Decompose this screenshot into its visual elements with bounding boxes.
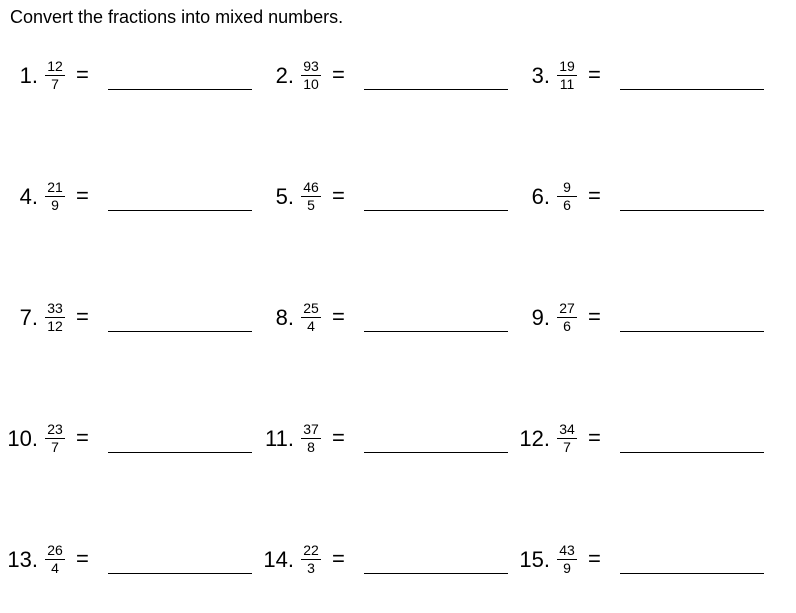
fraction bbox=[296, 180, 326, 213]
problem-6 bbox=[512, 171, 768, 221]
problem-number: 8. bbox=[275, 305, 294, 330]
fraction-denominator: 9 bbox=[563, 560, 571, 576]
answer-line[interactable] bbox=[364, 210, 508, 211]
fraction-denominator: 10 bbox=[303, 76, 319, 92]
problem-number: 7. bbox=[19, 305, 38, 330]
problem-number: 13. bbox=[7, 547, 38, 572]
problem-10 bbox=[0, 413, 256, 463]
answer-line[interactable] bbox=[364, 452, 508, 453]
fraction bbox=[552, 422, 582, 455]
fraction-numerator: 22 bbox=[303, 542, 319, 558]
answer-line[interactable] bbox=[620, 452, 764, 453]
fraction-numerator: 37 bbox=[303, 421, 319, 437]
problem-number: 11. bbox=[265, 426, 294, 451]
fraction-denominator: 7 bbox=[51, 76, 59, 92]
problem-number: 12. bbox=[519, 426, 550, 451]
answer-line[interactable] bbox=[108, 573, 252, 574]
fraction-numerator: 93 bbox=[303, 58, 319, 74]
fraction-denominator: 11 bbox=[559, 76, 575, 92]
fraction-denominator: 4 bbox=[307, 318, 315, 334]
equals-sign: = bbox=[588, 183, 601, 208]
fraction-numerator: 46 bbox=[303, 179, 319, 195]
fraction bbox=[40, 301, 70, 334]
problem-9 bbox=[512, 292, 768, 342]
fraction-numerator: 23 bbox=[47, 421, 63, 437]
fraction-denominator: 9 bbox=[51, 197, 59, 213]
fraction bbox=[552, 543, 582, 576]
fraction bbox=[40, 59, 70, 92]
fraction-denominator: 7 bbox=[563, 439, 571, 455]
problem-14 bbox=[256, 534, 512, 584]
problem-3 bbox=[512, 50, 768, 100]
equals-sign: = bbox=[332, 62, 345, 87]
fraction-numerator: 12 bbox=[47, 58, 63, 74]
answer-line[interactable] bbox=[108, 331, 252, 332]
fraction bbox=[40, 422, 70, 455]
answer-line[interactable] bbox=[620, 210, 764, 211]
problem-4 bbox=[0, 171, 256, 221]
fraction bbox=[40, 543, 70, 576]
problem-11 bbox=[256, 413, 512, 463]
fraction-numerator: 21 bbox=[47, 179, 63, 195]
problem-7 bbox=[0, 292, 256, 342]
equals-sign: = bbox=[76, 183, 89, 208]
problem-1 bbox=[0, 50, 256, 100]
fraction-denominator: 4 bbox=[51, 560, 59, 576]
fraction-denominator: 12 bbox=[47, 318, 63, 334]
answer-line[interactable] bbox=[364, 331, 508, 332]
fraction bbox=[296, 422, 326, 455]
problem-15 bbox=[512, 534, 768, 584]
answer-line[interactable] bbox=[620, 331, 764, 332]
answer-line[interactable] bbox=[108, 89, 252, 90]
fraction bbox=[296, 301, 326, 334]
fraction-numerator: 19 bbox=[559, 58, 575, 74]
fraction-numerator: 25 bbox=[303, 300, 319, 316]
problem-number: 1. bbox=[19, 63, 38, 88]
fraction bbox=[40, 180, 70, 213]
problem-number: 6. bbox=[531, 184, 550, 209]
fraction bbox=[552, 301, 582, 334]
equals-sign: = bbox=[332, 546, 345, 571]
equals-sign: = bbox=[332, 304, 345, 329]
equals-sign: = bbox=[76, 304, 89, 329]
fraction-denominator: 6 bbox=[563, 318, 571, 334]
answer-line[interactable] bbox=[620, 573, 764, 574]
equals-sign: = bbox=[588, 304, 601, 329]
fraction-numerator: 43 bbox=[559, 542, 575, 558]
problem-number: 5. bbox=[275, 184, 294, 209]
equals-sign: = bbox=[588, 546, 601, 571]
answer-line[interactable] bbox=[364, 89, 508, 90]
fraction-denominator: 7 bbox=[51, 439, 59, 455]
answer-line[interactable] bbox=[108, 452, 252, 453]
worksheet-instructions: Convert the fractions into mixed numbers. bbox=[10, 7, 344, 27]
equals-sign: = bbox=[588, 62, 601, 87]
equals-sign: = bbox=[76, 425, 89, 450]
problem-8 bbox=[256, 292, 512, 342]
problem-2 bbox=[256, 50, 512, 100]
problem-5 bbox=[256, 171, 512, 221]
equals-sign: = bbox=[332, 183, 345, 208]
fraction-denominator: 6 bbox=[563, 197, 571, 213]
problem-13 bbox=[0, 534, 256, 584]
answer-line[interactable] bbox=[364, 573, 508, 574]
equals-sign: = bbox=[76, 62, 89, 87]
fraction bbox=[296, 543, 326, 576]
fraction bbox=[296, 59, 326, 92]
answer-line[interactable] bbox=[108, 210, 252, 211]
problem-number: 14. bbox=[263, 547, 294, 572]
fraction-denominator: 8 bbox=[307, 439, 315, 455]
fraction-denominator: 5 bbox=[307, 197, 315, 213]
problem-12 bbox=[512, 413, 768, 463]
fraction-numerator: 27 bbox=[559, 300, 575, 316]
fraction-numerator: 33 bbox=[47, 300, 63, 316]
equals-sign: = bbox=[76, 546, 89, 571]
fraction-numerator: 34 bbox=[559, 421, 575, 437]
equals-sign: = bbox=[332, 425, 345, 450]
problem-number: 4. bbox=[19, 184, 38, 209]
fraction bbox=[552, 59, 582, 92]
fraction-numerator: 26 bbox=[47, 542, 63, 558]
fraction bbox=[552, 180, 582, 213]
problem-number: 3. bbox=[531, 63, 550, 88]
problem-number: 10. bbox=[7, 426, 38, 451]
problem-number: 15. bbox=[519, 547, 550, 572]
problem-number: 9. bbox=[531, 305, 550, 330]
equals-sign: = bbox=[588, 425, 601, 450]
answer-line[interactable] bbox=[620, 89, 764, 90]
fraction-numerator: 9 bbox=[563, 179, 571, 195]
fraction-denominator: 3 bbox=[307, 560, 315, 576]
problem-number: 2. bbox=[275, 63, 294, 88]
